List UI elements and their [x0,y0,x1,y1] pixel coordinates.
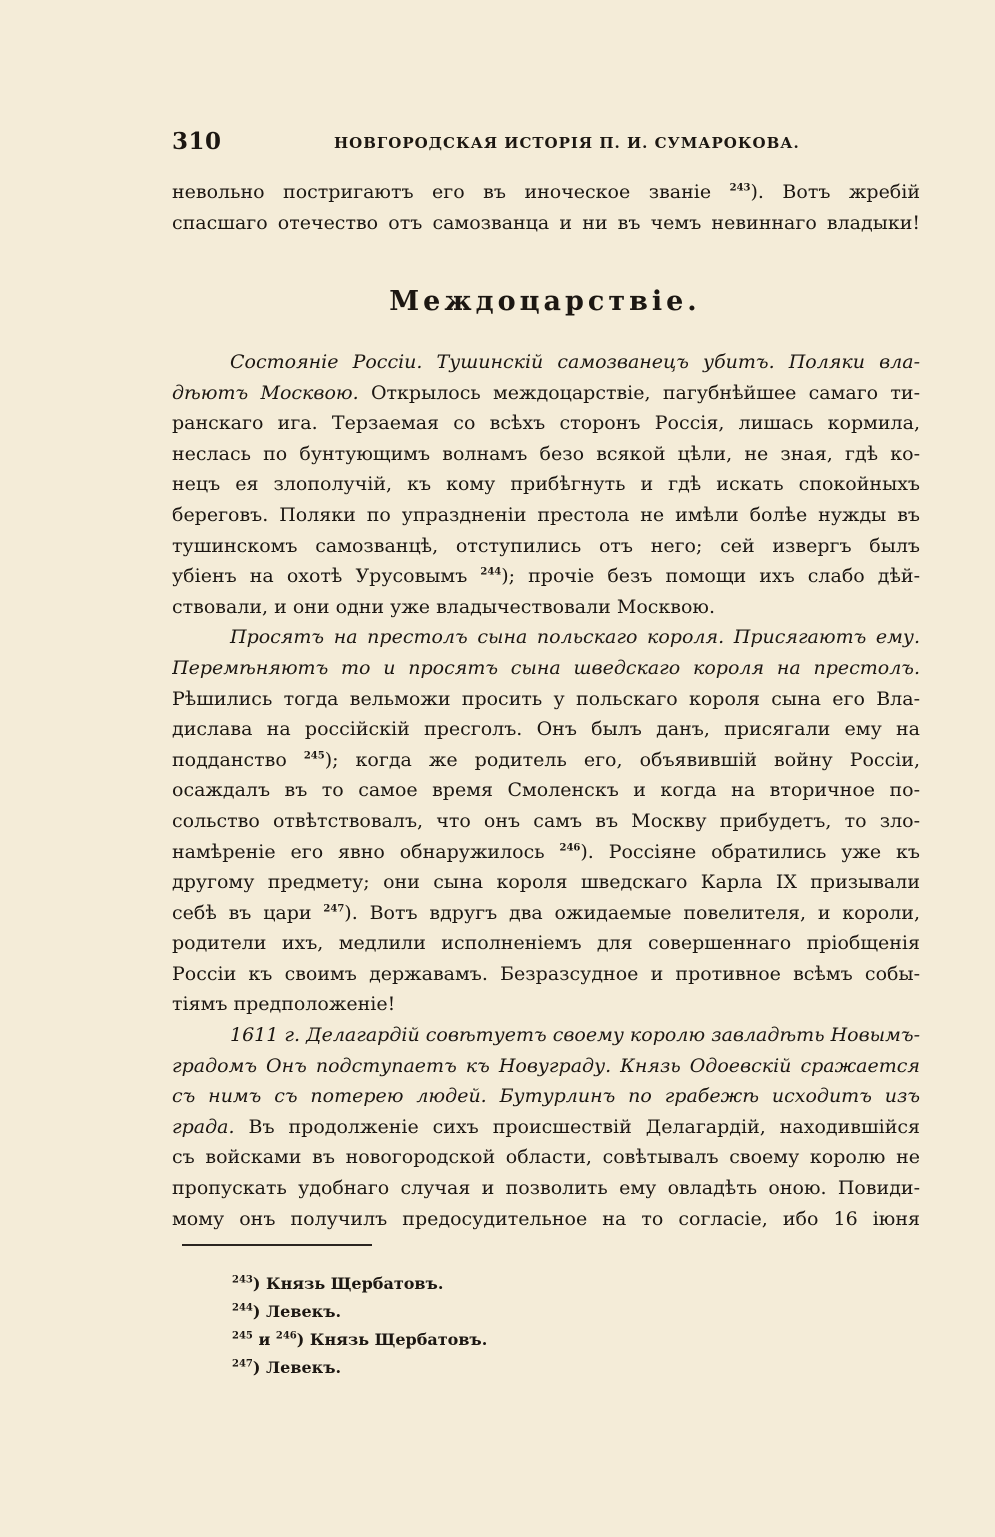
sidenote-heading: Просятъ на престолъ сына польскаго короля. Присягаютъ ему. [230,626,920,649]
text-line: града. Въ продолженіе сихъ происшествій Делагардій, находившійся [172,1115,920,1138]
footnote-divider [182,1244,372,1246]
footnote-ref: 244 [480,566,502,578]
main-text [172,347,920,1234]
footnote: $^{245}$ и $^{246}$) Князь Щербатовъ. [232,1330,488,1349]
footnote: $^{244}$) Левекъ. [232,1302,342,1321]
text-line: Рѣшились тогда вельможи просить у польскаго короля сына его Вла- [172,687,920,710]
footnote-ref: 243 [729,182,751,194]
text-line: ранскаго ига. Терзаемая со всѣхъ сторонъ Россія, лишась кормила, [172,412,920,435]
footnote-ref: 246 [559,842,581,854]
text-line: себѣ въ цари $^{247}$). Вотъ вдругъ два ожидаемые повелителя, и короли, [172,901,920,924]
text-line: намѣреніе его явно обнаружилось $^{246}$). Россіяне обратились уже къ [172,840,920,863]
footnotes [232,1270,487,1382]
text-line: пропускать удобнаго случая и позволить ему овладѣть оною. Повиди- [172,1177,920,1200]
page-number: 310 [172,128,222,155]
running-head: НОВГОРОДСКАЯ ИСТОРІЯ П. И. СУМАРОКОВА. [334,134,800,152]
text-line: дѣютъ Москвою. Открылось междоцарствіе, пагубнѣйшее самаго ти- [172,381,920,404]
footnote-ref: 247 [323,903,345,915]
text-line: неслась по бунтующимъ волнамъ безо всякой цѣли, не зная, гдѣ ко- [172,442,920,465]
sidenote-heading: градомъ Онъ подступаетъ къ Новуграду. Князь Одоевскій сражается [172,1054,920,1077]
footnote-ref: 245 [303,750,325,762]
text-line: спасшаго отечество отъ самозванца и ни въ чемъ невиннаго владыки! [172,211,920,234]
text-line: невольно постригаютъ его въ иноческое званіе $^{243}$). Вотъ жребій [172,181,920,203]
page-header [172,128,922,158]
text-line: мому онъ получилъ предосудительное на то согласіе, ибо 16 іюня [172,1207,920,1230]
footnote: $^{247}$) Левекъ. [232,1358,342,1377]
text-line: дислава на россійскій пресголъ. Онъ былъ данъ, присягали ему на [172,718,920,741]
sidenote-heading: съ нимъ съ потерею людей. Бутурлинъ по грабежѣ исходитъ изъ [172,1085,920,1108]
sidenote-heading: Состояніе Россіи. Тушинскій самозванецъ убитъ. Поляки вла- [230,351,920,373]
text-line: подданство $^{245}$); когда же родитель его, объявившій войну Россіи, [172,748,920,771]
footnote: $^{243}$) Князь Щербатовъ. [232,1274,444,1293]
text-line: сольство отвѣтствовалъ, что онъ самъ въ Москву прибудетъ, то зло- [172,809,920,832]
sidenote-heading: 1611 г. Делагардій совѣтуетъ своему королю завладѣть Новымъ- [230,1024,920,1047]
text-line: тушинскомъ самозванцѣ, отступились отъ него; сей извергъ былъ [172,534,920,557]
text-line: тіямъ предположеніе! [172,993,396,1016]
text-line: ствовали, и они одни уже владычествовали Москвою. [172,595,716,618]
section-title: Междоцарствіе. [389,286,701,317]
text-line: осаждалъ въ то самое время Смоленскъ и когда на вторичное по- [172,779,920,802]
intro-paragraph [172,177,920,238]
text-line: съ войсками въ новогородской области, совѣтывалъ своему королю не [172,1146,920,1169]
text-line: убіенъ на охотѣ Урусовымъ $^{244}$); прочіе безъ помощи ихъ слабо дѣй- [172,565,920,588]
text-line: береговъ. Поляки по упраздненіи престола не имѣли болѣе нужды въ [172,503,920,526]
text-line: нецъ ея злополучій, къ кому прибѣгнуть и гдѣ искать спокойныхъ [172,473,920,496]
text-line: родители ихъ, медлили исполненіемъ для совершеннаго пріобщенія [172,932,920,955]
text-line: другому предмету; они сына короля шведскаго Карла IX призывали [172,871,920,894]
text-line: Россіи къ своимъ державамъ. Безразсудное и противное всѣмъ собы- [172,962,920,985]
sidenote-heading: Перемѣняютъ то и просятъ сына шведскаго короля на престолъ. [172,656,920,679]
